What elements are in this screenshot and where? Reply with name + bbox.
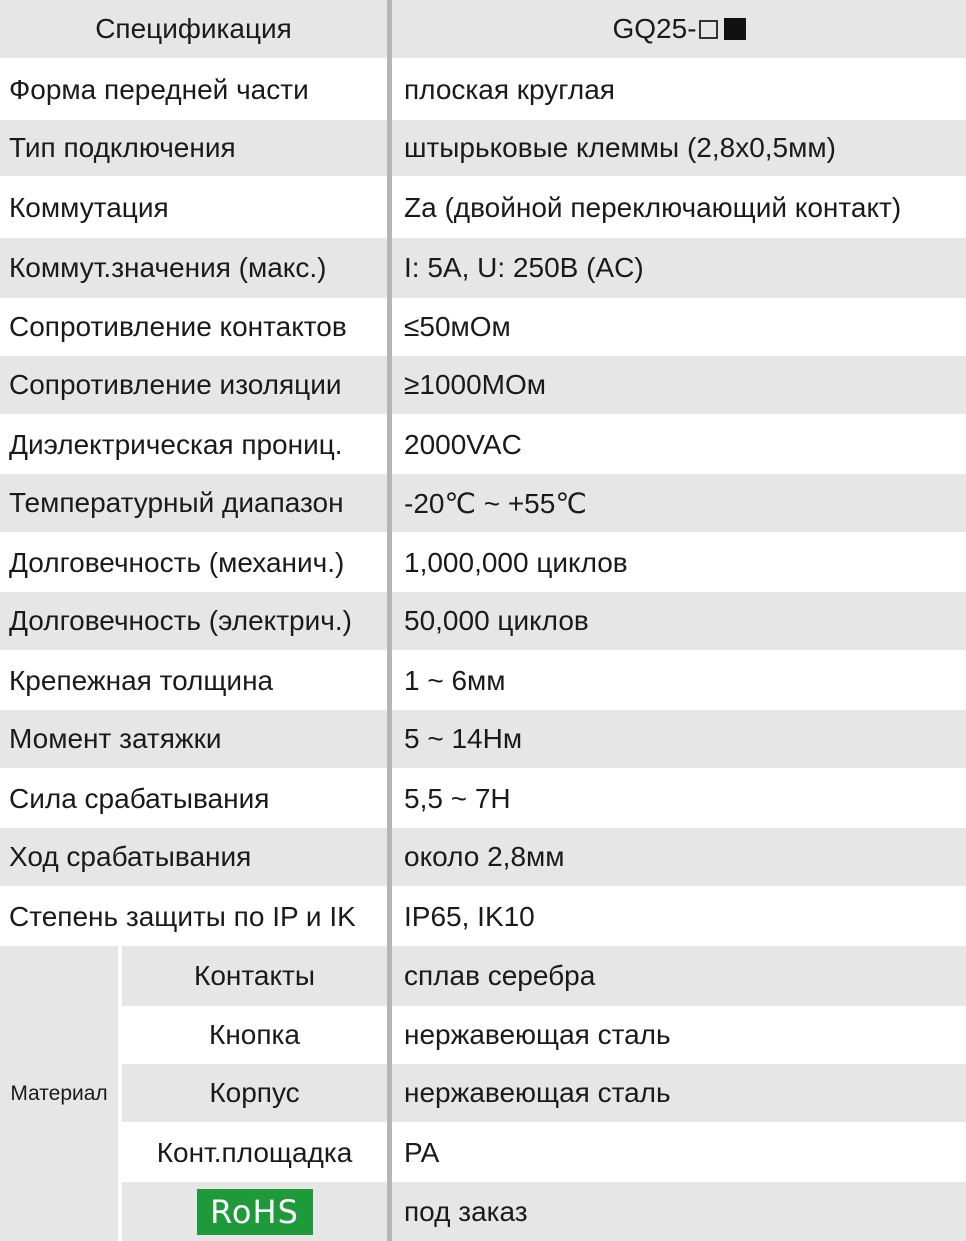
- header-spec-label: Спецификация: [95, 13, 292, 44]
- row-label: Форма передней части: [9, 74, 309, 105]
- material-item-value: PA: [404, 1137, 440, 1168]
- rohs-badge: RoHS: [197, 1189, 313, 1235]
- table-row: [0, 946, 966, 1006]
- row-label: Крепежная толщина: [9, 665, 274, 696]
- row-value: IP65, IK10: [404, 901, 535, 932]
- row-value: около 2,8мм: [404, 841, 565, 872]
- material-separator: [118, 946, 122, 1241]
- row-value: I: 5A, U: 250B (AC): [404, 252, 644, 283]
- row-label: Коммутация: [9, 192, 169, 223]
- material-item-label: Кнопка: [209, 1019, 300, 1050]
- table-row: [0, 652, 966, 710]
- row-value: 1 ~ 6мм: [404, 665, 506, 696]
- row-value: 5 ~ 14Нм: [404, 723, 523, 754]
- table-row: [0, 62, 966, 118]
- row-label: Коммут.значения (макс.): [9, 252, 327, 283]
- row-value: плоская круглая: [404, 74, 615, 105]
- material-item-label: Конт.площадка: [156, 1137, 353, 1168]
- table-row: [0, 770, 966, 828]
- table-row: [0, 238, 966, 298]
- row-label: Долговечность (электрич.): [9, 605, 352, 636]
- row-value: 1,000,000 циклов: [404, 547, 628, 578]
- rohs-value: под заказ: [404, 1195, 528, 1227]
- row-label: Сила срабатывания: [9, 783, 270, 814]
- column-divider: [387, 0, 392, 1241]
- table-row: [0, 1124, 966, 1182]
- empty-square-icon: [699, 20, 718, 39]
- table-row: [0, 1064, 966, 1122]
- row-value: 50,000 циклов: [404, 605, 589, 636]
- material-item-label: Контакты: [194, 960, 315, 991]
- row-value: штырьковые клеммы (2,8х0,5мм): [404, 132, 836, 163]
- row-value: 2000VAC: [404, 429, 522, 460]
- row-label: Сопротивление контактов: [9, 311, 347, 342]
- row-label: Момент затяжки: [9, 723, 222, 754]
- table-row: [0, 298, 966, 356]
- row-label: Ход срабатывания: [9, 841, 252, 872]
- row-value: -20℃ ~ +55℃: [404, 487, 587, 519]
- table-row: [0, 356, 966, 414]
- table-row: [0, 888, 966, 946]
- header-model: GQ25-: [612, 13, 697, 44]
- row-value: ≥1000МОм: [404, 369, 547, 400]
- table-row: [0, 120, 966, 176]
- table-header: [0, 0, 966, 58]
- material-item-value: сплав серебра: [404, 960, 596, 991]
- material-item-value: нержавеющая сталь: [404, 1077, 671, 1108]
- table-row: [0, 1182, 966, 1241]
- material-item-label: Корпус: [209, 1077, 300, 1108]
- row-label: Долговечность (механич.): [9, 547, 345, 578]
- material-group-label: [0, 946, 118, 1241]
- row-label: Сопротивление изоляции: [9, 369, 342, 400]
- row-label: Диэлектрическая прониц.: [9, 429, 343, 460]
- row-value: ≤50мОм: [404, 311, 511, 342]
- table-row: [0, 1006, 966, 1064]
- row-value: 5,5 ~ 7Н: [404, 783, 511, 814]
- material-label: Материал: [10, 1081, 108, 1105]
- table-row: [0, 710, 966, 768]
- row-value: Za (двойной переключающий контакт): [404, 192, 902, 223]
- table-row: [0, 416, 966, 474]
- filled-square-icon: [724, 18, 746, 40]
- table-row: [0, 534, 966, 592]
- row-label: Степень защиты по IP и IK: [9, 901, 356, 932]
- table-row: [0, 180, 966, 236]
- table-row: [0, 474, 966, 532]
- table-row: [0, 828, 966, 886]
- header-spec-cell: [0, 0, 387, 58]
- header-model-cell: [392, 0, 966, 58]
- table-row: [0, 592, 966, 650]
- material-item-value: нержавеющая сталь: [404, 1019, 671, 1050]
- row-label: Температурный диапазон: [9, 487, 344, 518]
- row-label: Тип подключения: [9, 132, 236, 163]
